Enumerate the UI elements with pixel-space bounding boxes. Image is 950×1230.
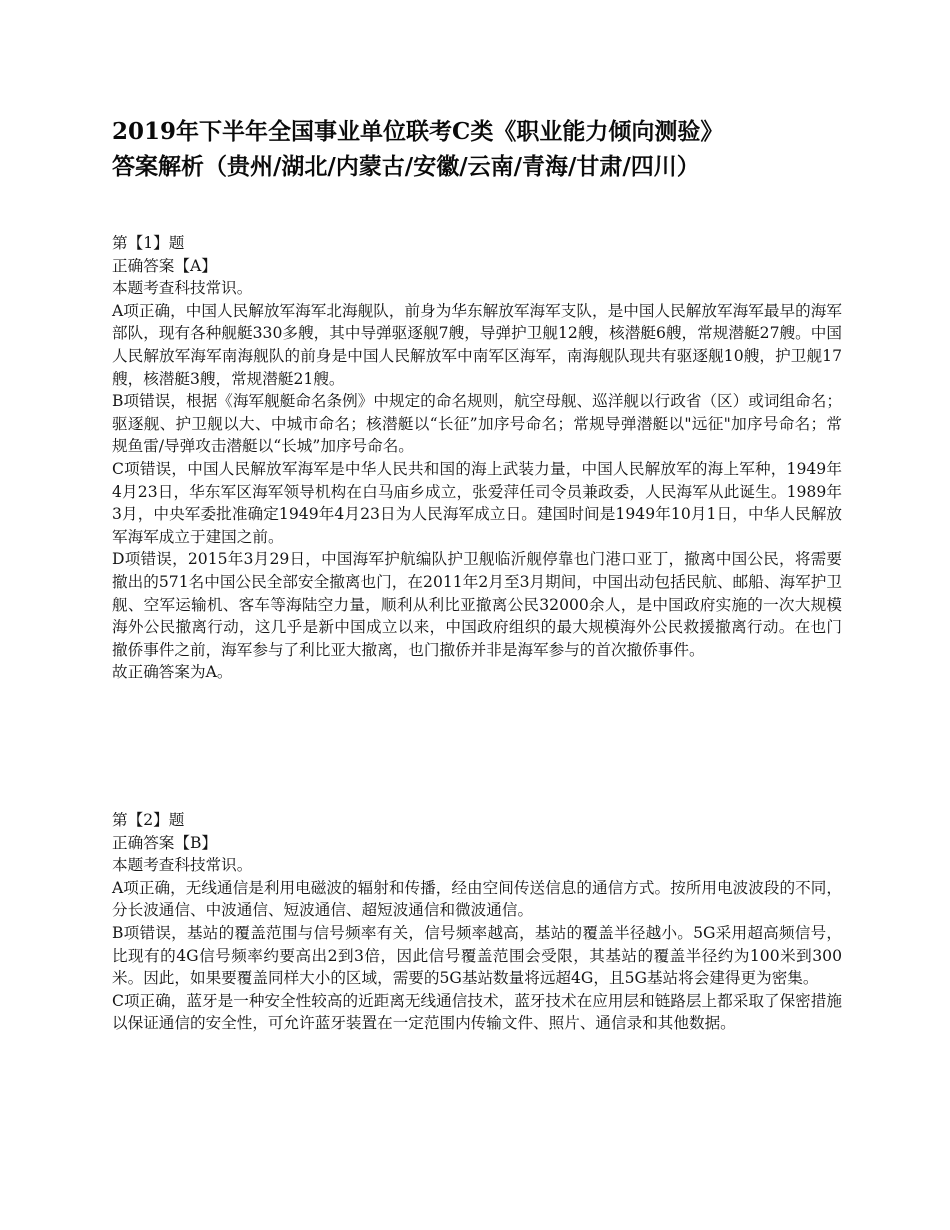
option-c-explanation: C项正确，蓝牙是一种安全性较高的近距离无线通信技术，蓝牙技术在应用层和链路层上都采取了保密措施以保证通信的安全性，可允许蓝牙装置在一定范围内传输文件、照片、通信录和其他数据。 bbox=[112, 991, 842, 1033]
title-line-1: 2019年下半年全国事业单位联考C类《职业能力倾向测验》 bbox=[112, 118, 724, 145]
option-b-explanation: B项错误，基站的覆盖范围与信号频率有关，信号频率越高，基站的覆盖半径越小。5G采用超高频信号，比现有的4G信号频率约要高出2到3倍，因此信号覆盖范围会受限，其基站的覆盖半径约为100米到300米。因此，如果要覆盖同样大小的区域，需要的5G基站数量将远超4G，且5G基站将会建得更为密集。 bbox=[112, 923, 842, 988]
option-a-explanation: A项正确，无线通信是利用电磁波的辐射和传播，经由空间传送信息的通信方式。按所用电波波段的不同，分长波通信、中波通信、短波通信、超短波通信和微波通信。 bbox=[112, 878, 842, 920]
question-topic: 本题考查科技常识。 bbox=[112, 856, 253, 875]
question-topic: 本题考查科技常识。 bbox=[112, 279, 253, 298]
question-2-block bbox=[112, 809, 842, 1035]
correct-answer: 正确答案【A】 bbox=[112, 256, 217, 275]
correct-answer: 正确答案【B】 bbox=[112, 833, 218, 852]
title-line-2: 答案解析（贵州/湖北/内蒙古/安徽/云南/青海/甘肃/四川） bbox=[112, 153, 700, 180]
question-1-block bbox=[112, 232, 842, 684]
question-heading: 第【1】题 bbox=[112, 234, 185, 252]
option-b-explanation: B项错误，根据《海军舰艇命名条例》中规定的命名规则，航空母舰、巡洋舰以行政省（区）或词组命名；驱逐舰、护卫舰以大、中城市命名；核潜艇以“长征”加序号命名；常规导弹潜艇以"远征"加序号命名；常规鱼雷/导弹攻击潜艇以“长城”加序号命名。 bbox=[112, 392, 842, 456]
option-a-explanation: A项正确，中国人民解放军海军北海舰队，前身为华东解放军海军支队，是中国人民解放军海军最早的海军部队，现有各种舰艇330多艘，其中导弹驱逐舰7艘，导弹护卫舰12艘，核潜艇6艘，常规潜艇27艘。中国人民解放军海军南海舰队的前身是中国人民解放军中南军区海军，南海舰队现共有驱逐舰10艘，护卫舰17艘，核潜艇3艘，常规潜艇21艘。 bbox=[112, 301, 842, 388]
option-c-explanation: C项错误，中国人民解放军海军是中华人民共和国的海上武装力量，中国人民解放军的海上军种，1949年4月23日，华东军区海军领导机构在白马庙乡成立，张爱萍任司令员兼政委，人民海军从此诞生。1989年3月，中央军委批准确定1949年4月23日为人民海军成立日。建国时间是1949年10月1日，中华人民解放军海军成立于建国之前。 bbox=[112, 459, 842, 546]
question-heading: 第【2】题 bbox=[112, 811, 185, 829]
conclusion: 故正确答案为A。 bbox=[112, 663, 233, 682]
document-title bbox=[112, 114, 872, 184]
option-d-explanation: D项错误，2015年3月29日，中国海军护航编队护卫舰临沂舰停靠也门港口亚丁，撤离中国公民，将需要撤出的571名中国公民全部安全撤离也门，在2011年2月至3月期间，中国出动包括民航、邮船、海军护卫舰、空军运输机、客车等海陆空力量，顺利从利比亚撤离公民32000余人，是中国政府实施的一次大规模海外公民撤离行动，这几乎是新中国成立以来，中国政府组织的最大规模海外公民救援撤离行动。在也门撤侨事件之前，海军参与了利比亚大撤离，也门撤侨并非是海军参与的首次撤侨事件。 bbox=[112, 550, 842, 659]
